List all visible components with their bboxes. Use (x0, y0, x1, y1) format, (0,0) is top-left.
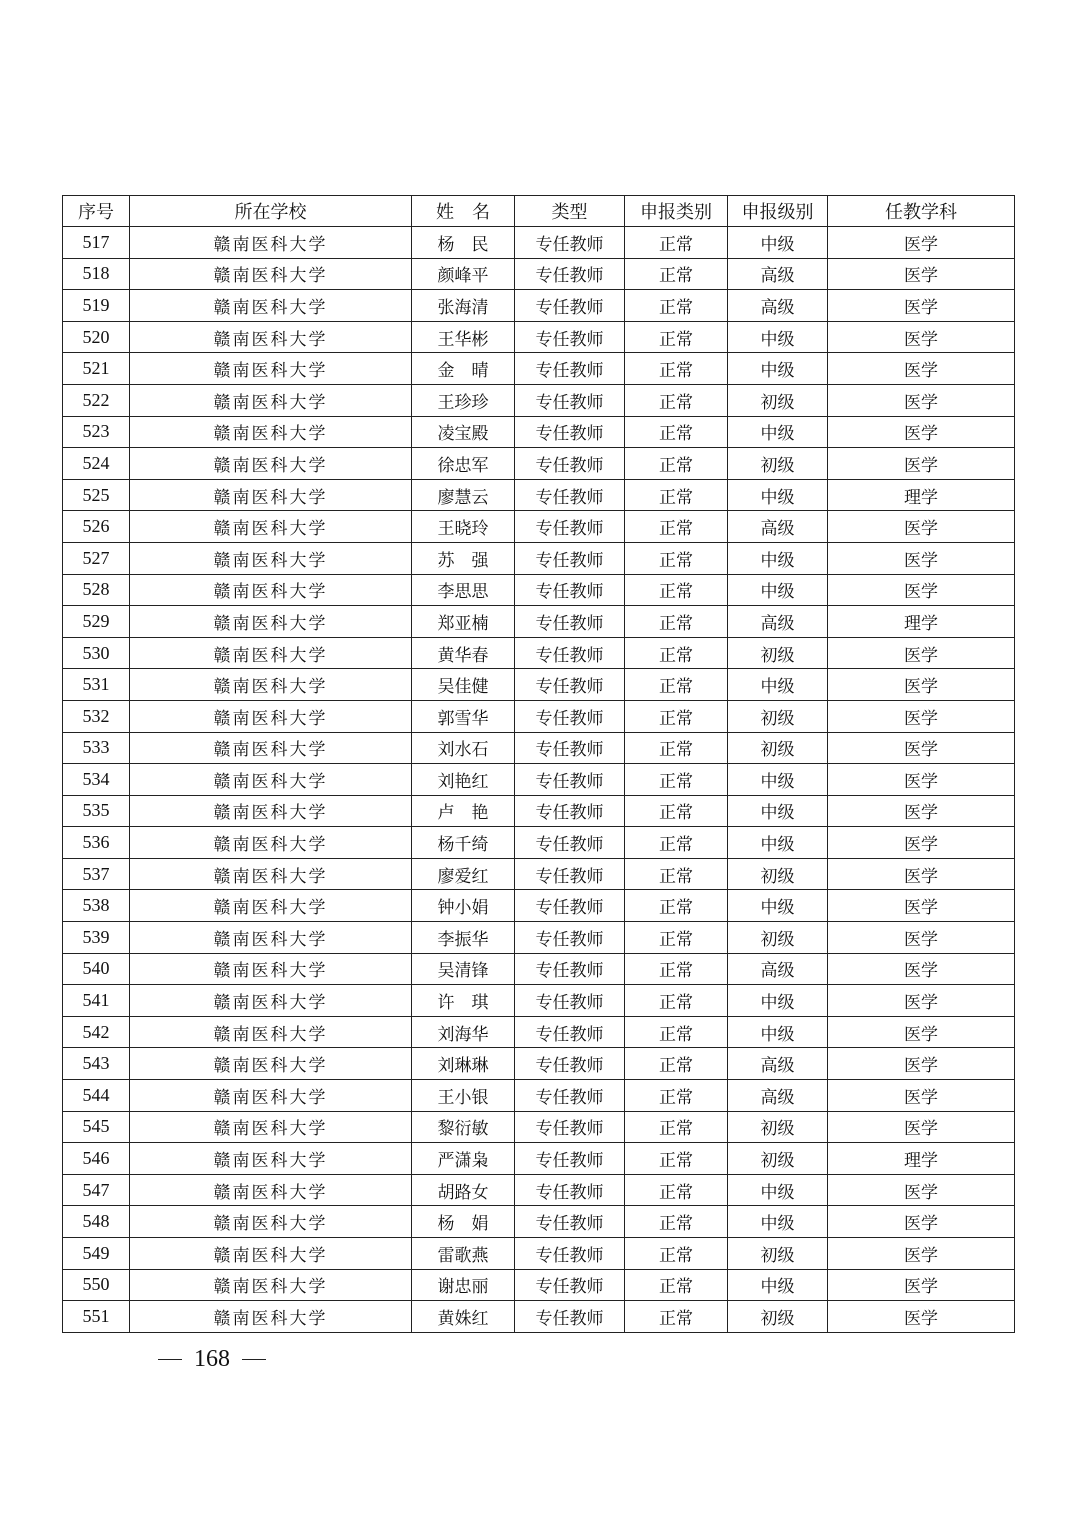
cell-subject: 医学 (828, 1016, 1015, 1048)
cell-seq: 551 (63, 1301, 130, 1333)
cell-name: 李思思 (412, 574, 515, 606)
cell-category: 正常 (625, 511, 728, 543)
cell-name: 杨 娟 (412, 1206, 515, 1238)
cell-seq: 520 (63, 321, 130, 353)
cell-seq: 534 (63, 764, 130, 796)
cell-type: 专任教师 (515, 1269, 625, 1301)
cell-name: 刘水石 (412, 732, 515, 764)
table-row (63, 227, 1015, 259)
cell-type: 专任教师 (515, 1143, 625, 1175)
cell-school: 赣南医科大学 (130, 606, 412, 638)
cell-school: 赣南医科大学 (130, 890, 412, 922)
table-row (63, 1206, 1015, 1238)
header-category: 申报类别 (625, 196, 728, 227)
table-row (63, 669, 1015, 701)
header-seq: 序号 (63, 196, 130, 227)
cell-level: 初级 (728, 637, 828, 669)
table-row (63, 511, 1015, 543)
cell-type: 专任教师 (515, 1174, 625, 1206)
cell-school: 赣南医科大学 (130, 637, 412, 669)
cell-level: 中级 (728, 827, 828, 859)
cell-school: 赣南医科大学 (130, 542, 412, 574)
cell-type: 专任教师 (515, 258, 625, 290)
table-row (63, 732, 1015, 764)
cell-category: 正常 (625, 353, 728, 385)
cell-type: 专任教师 (515, 953, 625, 985)
cell-category: 正常 (625, 479, 728, 511)
cell-subject: 医学 (828, 416, 1015, 448)
cell-subject: 医学 (828, 1111, 1015, 1143)
cell-school: 赣南医科大学 (130, 1206, 412, 1238)
cell-category: 正常 (625, 922, 728, 954)
cell-school: 赣南医科大学 (130, 1048, 412, 1080)
cell-type: 专任教师 (515, 479, 625, 511)
cell-school: 赣南医科大学 (130, 827, 412, 859)
cell-level: 高级 (728, 1048, 828, 1080)
cell-subject: 医学 (828, 922, 1015, 954)
cell-seq: 548 (63, 1206, 130, 1238)
cell-seq: 519 (63, 290, 130, 322)
cell-level: 初级 (728, 732, 828, 764)
table-row (63, 606, 1015, 638)
cell-name: 刘艳红 (412, 764, 515, 796)
cell-subject: 医学 (828, 858, 1015, 890)
cell-school: 赣南医科大学 (130, 448, 412, 480)
cell-category: 正常 (625, 1269, 728, 1301)
cell-level: 初级 (728, 1301, 828, 1333)
cell-name: 吴清锋 (412, 953, 515, 985)
cell-seq: 524 (63, 448, 130, 480)
table-row (63, 985, 1015, 1017)
table-row (63, 1016, 1015, 1048)
cell-type: 专任教师 (515, 669, 625, 701)
cell-type: 专任教师 (515, 827, 625, 859)
cell-type: 专任教师 (515, 764, 625, 796)
cell-school: 赣南医科大学 (130, 227, 412, 259)
cell-category: 正常 (625, 416, 728, 448)
cell-subject: 医学 (828, 290, 1015, 322)
cell-seq: 539 (63, 922, 130, 954)
cell-subject: 医学 (828, 448, 1015, 480)
cell-subject: 医学 (828, 637, 1015, 669)
cell-subject: 理学 (828, 479, 1015, 511)
table-row (63, 1174, 1015, 1206)
cell-level: 中级 (728, 669, 828, 701)
cell-seq: 530 (63, 637, 130, 669)
cell-seq: 532 (63, 700, 130, 732)
cell-school: 赣南医科大学 (130, 321, 412, 353)
cell-level: 高级 (728, 290, 828, 322)
cell-seq: 540 (63, 953, 130, 985)
table-row (63, 258, 1015, 290)
table-row (63, 574, 1015, 606)
cell-type: 专任教师 (515, 1080, 625, 1112)
cell-type: 专任教师 (515, 795, 625, 827)
cell-type: 专任教师 (515, 574, 625, 606)
cell-name: 金 晴 (412, 353, 515, 385)
table-row (63, 890, 1015, 922)
cell-subject: 医学 (828, 1269, 1015, 1301)
table-row (63, 700, 1015, 732)
cell-type: 专任教师 (515, 1238, 625, 1270)
cell-school: 赣南医科大学 (130, 1080, 412, 1112)
cell-subject: 医学 (828, 353, 1015, 385)
cell-subject: 医学 (828, 764, 1015, 796)
cell-seq: 518 (63, 258, 130, 290)
cell-category: 正常 (625, 448, 728, 480)
cell-subject: 医学 (828, 669, 1015, 701)
cell-category: 正常 (625, 1111, 728, 1143)
table-row (63, 321, 1015, 353)
table-header-row (63, 196, 1015, 227)
cell-school: 赣南医科大学 (130, 795, 412, 827)
cell-level: 中级 (728, 353, 828, 385)
dash-left (158, 1359, 182, 1360)
page-number-value: 168 (194, 1346, 230, 1372)
table-row (63, 1143, 1015, 1175)
cell-level: 初级 (728, 448, 828, 480)
cell-level: 中级 (728, 795, 828, 827)
cell-seq: 526 (63, 511, 130, 543)
cell-category: 正常 (625, 542, 728, 574)
cell-subject: 医学 (828, 384, 1015, 416)
cell-name: 雷歌燕 (412, 1238, 515, 1270)
cell-name: 廖爱红 (412, 858, 515, 890)
cell-name: 钟小娟 (412, 890, 515, 922)
cell-category: 正常 (625, 1238, 728, 1270)
dash-right (242, 1359, 266, 1360)
cell-name: 郭雪华 (412, 700, 515, 732)
cell-level: 中级 (728, 542, 828, 574)
cell-seq: 538 (63, 890, 130, 922)
cell-type: 专任教师 (515, 321, 625, 353)
cell-type: 专任教师 (515, 637, 625, 669)
cell-type: 专任教师 (515, 1301, 625, 1333)
table-row (63, 1269, 1015, 1301)
table-row (63, 827, 1015, 859)
cell-name: 黄华春 (412, 637, 515, 669)
cell-name: 苏 强 (412, 542, 515, 574)
cell-name: 王小银 (412, 1080, 515, 1112)
cell-school: 赣南医科大学 (130, 732, 412, 764)
cell-seq: 523 (63, 416, 130, 448)
cell-school: 赣南医科大学 (130, 574, 412, 606)
cell-seq: 550 (63, 1269, 130, 1301)
cell-category: 正常 (625, 795, 728, 827)
cell-type: 专任教师 (515, 922, 625, 954)
cell-seq: 536 (63, 827, 130, 859)
cell-subject: 医学 (828, 1206, 1015, 1238)
table-row (63, 353, 1015, 385)
table-row (63, 858, 1015, 890)
cell-type: 专任教师 (515, 890, 625, 922)
cell-subject: 医学 (828, 953, 1015, 985)
cell-level: 高级 (728, 1080, 828, 1112)
table-row (63, 448, 1015, 480)
cell-subject: 医学 (828, 795, 1015, 827)
table-row (63, 922, 1015, 954)
cell-type: 专任教师 (515, 700, 625, 732)
table-row (63, 764, 1015, 796)
cell-category: 正常 (625, 1143, 728, 1175)
cell-seq: 521 (63, 353, 130, 385)
cell-type: 专任教师 (515, 511, 625, 543)
cell-level: 中级 (728, 1269, 828, 1301)
cell-type: 专任教师 (515, 227, 625, 259)
cell-name: 郑亚楠 (412, 606, 515, 638)
cell-name: 王珍珍 (412, 384, 515, 416)
cell-school: 赣南医科大学 (130, 669, 412, 701)
teacher-list-table (62, 195, 1015, 1333)
cell-school: 赣南医科大学 (130, 1111, 412, 1143)
cell-name: 凌宝殿 (412, 416, 515, 448)
cell-category: 正常 (625, 764, 728, 796)
cell-seq: 541 (63, 985, 130, 1017)
cell-school: 赣南医科大学 (130, 258, 412, 290)
cell-level: 中级 (728, 227, 828, 259)
cell-seq: 542 (63, 1016, 130, 1048)
header-level: 申报级别 (728, 196, 828, 227)
cell-level: 中级 (728, 321, 828, 353)
cell-category: 正常 (625, 700, 728, 732)
cell-school: 赣南医科大学 (130, 353, 412, 385)
page-number (158, 1346, 266, 1373)
cell-category: 正常 (625, 384, 728, 416)
table-row (63, 290, 1015, 322)
cell-subject: 医学 (828, 542, 1015, 574)
cell-name: 许 琪 (412, 985, 515, 1017)
cell-school: 赣南医科大学 (130, 953, 412, 985)
cell-seq: 517 (63, 227, 130, 259)
table-row (63, 1238, 1015, 1270)
cell-seq: 544 (63, 1080, 130, 1112)
cell-name: 吴佳健 (412, 669, 515, 701)
cell-school: 赣南医科大学 (130, 922, 412, 954)
table-row (63, 953, 1015, 985)
cell-subject: 理学 (828, 606, 1015, 638)
cell-type: 专任教师 (515, 542, 625, 574)
cell-subject: 医学 (828, 1238, 1015, 1270)
table-row (63, 1048, 1015, 1080)
cell-name: 刘海华 (412, 1016, 515, 1048)
table-row (63, 1301, 1015, 1333)
cell-school: 赣南医科大学 (130, 1174, 412, 1206)
cell-level: 中级 (728, 985, 828, 1017)
cell-category: 正常 (625, 290, 728, 322)
cell-level: 中级 (728, 1016, 828, 1048)
cell-level: 中级 (728, 1206, 828, 1238)
header-type: 类型 (515, 196, 625, 227)
cell-name: 李振华 (412, 922, 515, 954)
cell-school: 赣南医科大学 (130, 384, 412, 416)
cell-seq: 531 (63, 669, 130, 701)
cell-subject: 理学 (828, 1143, 1015, 1175)
cell-category: 正常 (625, 258, 728, 290)
cell-level: 初级 (728, 700, 828, 732)
cell-name: 卢 艳 (412, 795, 515, 827)
cell-school: 赣南医科大学 (130, 764, 412, 796)
cell-type: 专任教师 (515, 1048, 625, 1080)
cell-school: 赣南医科大学 (130, 1269, 412, 1301)
cell-category: 正常 (625, 858, 728, 890)
table-row (63, 416, 1015, 448)
cell-type: 专任教师 (515, 416, 625, 448)
cell-name: 王华彬 (412, 321, 515, 353)
cell-type: 专任教师 (515, 290, 625, 322)
cell-type: 专任教师 (515, 353, 625, 385)
cell-level: 初级 (728, 1111, 828, 1143)
cell-category: 正常 (625, 637, 728, 669)
cell-category: 正常 (625, 1206, 728, 1238)
cell-type: 专任教师 (515, 1016, 625, 1048)
cell-category: 正常 (625, 1080, 728, 1112)
cell-school: 赣南医科大学 (130, 1016, 412, 1048)
cell-subject: 医学 (828, 1080, 1015, 1112)
cell-subject: 医学 (828, 1048, 1015, 1080)
cell-subject: 医学 (828, 827, 1015, 859)
cell-name: 廖慧云 (412, 479, 515, 511)
cell-category: 正常 (625, 574, 728, 606)
cell-subject: 医学 (828, 985, 1015, 1017)
cell-category: 正常 (625, 227, 728, 259)
cell-type: 专任教师 (515, 606, 625, 638)
cell-seq: 522 (63, 384, 130, 416)
cell-seq: 527 (63, 542, 130, 574)
cell-level: 高级 (728, 258, 828, 290)
cell-seq: 525 (63, 479, 130, 511)
cell-seq: 545 (63, 1111, 130, 1143)
cell-name: 黎衍敏 (412, 1111, 515, 1143)
cell-name: 杨 民 (412, 227, 515, 259)
table-row (63, 1080, 1015, 1112)
cell-seq: 535 (63, 795, 130, 827)
cell-type: 专任教师 (515, 732, 625, 764)
cell-school: 赣南医科大学 (130, 1238, 412, 1270)
cell-seq: 546 (63, 1143, 130, 1175)
cell-name: 颜峰平 (412, 258, 515, 290)
cell-level: 初级 (728, 858, 828, 890)
table-row (63, 542, 1015, 574)
cell-seq: 537 (63, 858, 130, 890)
cell-level: 中级 (728, 479, 828, 511)
cell-category: 正常 (625, 953, 728, 985)
table-row (63, 637, 1015, 669)
cell-subject: 医学 (828, 1174, 1015, 1206)
cell-name: 黄姝红 (412, 1301, 515, 1333)
cell-category: 正常 (625, 606, 728, 638)
cell-name: 胡路女 (412, 1174, 515, 1206)
cell-type: 专任教师 (515, 384, 625, 416)
cell-subject: 医学 (828, 1301, 1015, 1333)
cell-level: 中级 (728, 764, 828, 796)
cell-level: 高级 (728, 953, 828, 985)
cell-level: 中级 (728, 416, 828, 448)
cell-type: 专任教师 (515, 448, 625, 480)
cell-type: 专任教师 (515, 1206, 625, 1238)
cell-subject: 医学 (828, 890, 1015, 922)
cell-level: 高级 (728, 511, 828, 543)
cell-subject: 医学 (828, 732, 1015, 764)
cell-name: 徐忠军 (412, 448, 515, 480)
table-row (63, 479, 1015, 511)
cell-name: 刘琳琳 (412, 1048, 515, 1080)
cell-subject: 医学 (828, 227, 1015, 259)
cell-category: 正常 (625, 1174, 728, 1206)
cell-school: 赣南医科大学 (130, 858, 412, 890)
table-row (63, 1111, 1015, 1143)
header-school: 所在学校 (130, 196, 412, 227)
cell-seq: 543 (63, 1048, 130, 1080)
cell-school: 赣南医科大学 (130, 985, 412, 1017)
cell-level: 初级 (728, 1143, 828, 1175)
cell-category: 正常 (625, 890, 728, 922)
cell-name: 杨千绮 (412, 827, 515, 859)
cell-school: 赣南医科大学 (130, 290, 412, 322)
header-name: 姓 名 (412, 196, 515, 227)
cell-level: 初级 (728, 384, 828, 416)
cell-category: 正常 (625, 732, 728, 764)
cell-school: 赣南医科大学 (130, 479, 412, 511)
cell-subject: 医学 (828, 511, 1015, 543)
cell-seq: 528 (63, 574, 130, 606)
cell-name: 张海清 (412, 290, 515, 322)
cell-level: 中级 (728, 574, 828, 606)
table-row (63, 795, 1015, 827)
cell-seq: 549 (63, 1238, 130, 1270)
cell-school: 赣南医科大学 (130, 511, 412, 543)
header-subject: 任教学科 (828, 196, 1015, 227)
cell-category: 正常 (625, 669, 728, 701)
cell-type: 专任教师 (515, 858, 625, 890)
cell-subject: 医学 (828, 700, 1015, 732)
cell-type: 专任教师 (515, 1111, 625, 1143)
cell-category: 正常 (625, 985, 728, 1017)
cell-level: 高级 (728, 606, 828, 638)
cell-seq: 533 (63, 732, 130, 764)
cell-school: 赣南医科大学 (130, 1301, 412, 1333)
cell-level: 中级 (728, 1174, 828, 1206)
cell-type: 专任教师 (515, 985, 625, 1017)
cell-seq: 529 (63, 606, 130, 638)
cell-level: 中级 (728, 890, 828, 922)
cell-category: 正常 (625, 1016, 728, 1048)
table-body (63, 227, 1015, 1333)
cell-name: 谢忠丽 (412, 1269, 515, 1301)
cell-subject: 医学 (828, 321, 1015, 353)
table-row (63, 384, 1015, 416)
cell-category: 正常 (625, 1048, 728, 1080)
cell-school: 赣南医科大学 (130, 1143, 412, 1175)
cell-category: 正常 (625, 321, 728, 353)
cell-school: 赣南医科大学 (130, 416, 412, 448)
cell-seq: 547 (63, 1174, 130, 1206)
cell-subject: 医学 (828, 258, 1015, 290)
cell-category: 正常 (625, 1301, 728, 1333)
cell-name: 严潇枭 (412, 1143, 515, 1175)
cell-name: 王晓玲 (412, 511, 515, 543)
cell-subject: 医学 (828, 574, 1015, 606)
cell-level: 初级 (728, 1238, 828, 1270)
cell-school: 赣南医科大学 (130, 700, 412, 732)
cell-category: 正常 (625, 827, 728, 859)
cell-level: 初级 (728, 922, 828, 954)
